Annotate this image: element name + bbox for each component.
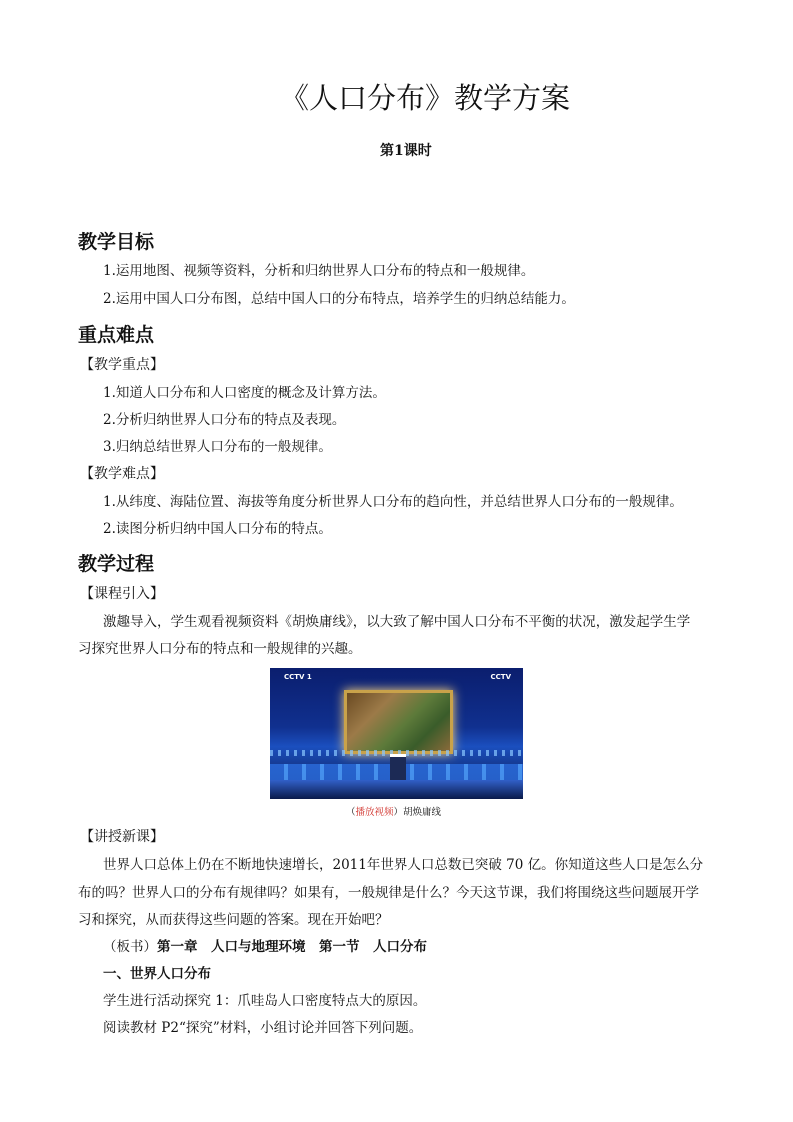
difficulty-item: 1.从纬度、海陆位置、海拔等角度分析世界人口分布的趋向性，并总结世界人口分布的一般规律。	[103, 494, 683, 510]
new-lesson-line: 布的吗？世界人口的分布有规律吗？如果有，一般规律是什么？今天这节课，我们将围绕这些问题展开学	[78, 885, 699, 901]
focus-item: 1.知道人口分布和人口密度的概念及计算方法。	[103, 385, 386, 401]
image-caption: （播放视频）胡焕庸线	[346, 807, 442, 818]
activity-line: 学生进行活动探究 1：爪哇岛人口密度特点大的原因。	[103, 993, 427, 1009]
new-lesson-line: 世界人口总体上仍在不断地快速增长，2011年世界人口总数已突破 70 亿。你知道这些人口是怎么分	[103, 857, 704, 873]
focus-label: 【教学重点】	[80, 357, 164, 373]
new-lesson-label: 【讲授新课】	[80, 829, 164, 845]
play-video-link[interactable]: 播放视频	[355, 807, 394, 818]
reading-line: 阅读教材 P2“探究”材料，小组讨论并回答下列问题。	[103, 1020, 423, 1036]
intro-paragraph-line: 习探究世界人口分布的特点和一般规律的兴趣。	[78, 641, 362, 657]
map-screen	[344, 690, 453, 754]
difficulty-item: 2.读图分析归纳中国人口分布的特点。	[103, 521, 332, 537]
sub-heading: 一、世界人口分布	[103, 966, 211, 982]
cctv-logo-right: CCTV	[490, 673, 511, 681]
stage-podium	[390, 754, 406, 781]
intro-paragraph-line: 激趣导入，学生观看视频资料《胡焕庸线》，以大致了解中国人口分布不平衡的状况，激发起学生学	[103, 614, 691, 630]
focus-item: 3.归纳总结世界人口分布的一般规律。	[103, 439, 332, 455]
page-subtitle: 第1课时	[380, 143, 432, 159]
key-points-heading: 重点难点	[78, 324, 155, 346]
stage-floor	[270, 780, 523, 799]
goals-heading: 教学目标	[78, 231, 155, 253]
goal-item: 1.运用地图、视频等资料，分析和归纳世界人口分布的特点和一般规律。	[103, 263, 535, 279]
difficulty-label: 【教学难点】	[80, 466, 164, 482]
board-line: （板书）第一章 人口与地理环境 第一节 人口分布	[103, 939, 427, 955]
cctv-logo-left: CCTV 1	[284, 673, 312, 681]
process-heading: 教学过程	[78, 553, 155, 575]
video-still-image[interactable]	[270, 668, 523, 799]
focus-item: 2.分析归纳世界人口分布的特点及表现。	[103, 412, 346, 428]
new-lesson-line: 习和探究，从而获得这些问题的答案。现在开始吧？	[78, 912, 389, 928]
intro-label: 【课程引入】	[80, 586, 164, 602]
goal-item: 2.运用中国人口分布图，总结中国人口的分布特点，培养学生的归纳总结能力。	[103, 291, 575, 307]
